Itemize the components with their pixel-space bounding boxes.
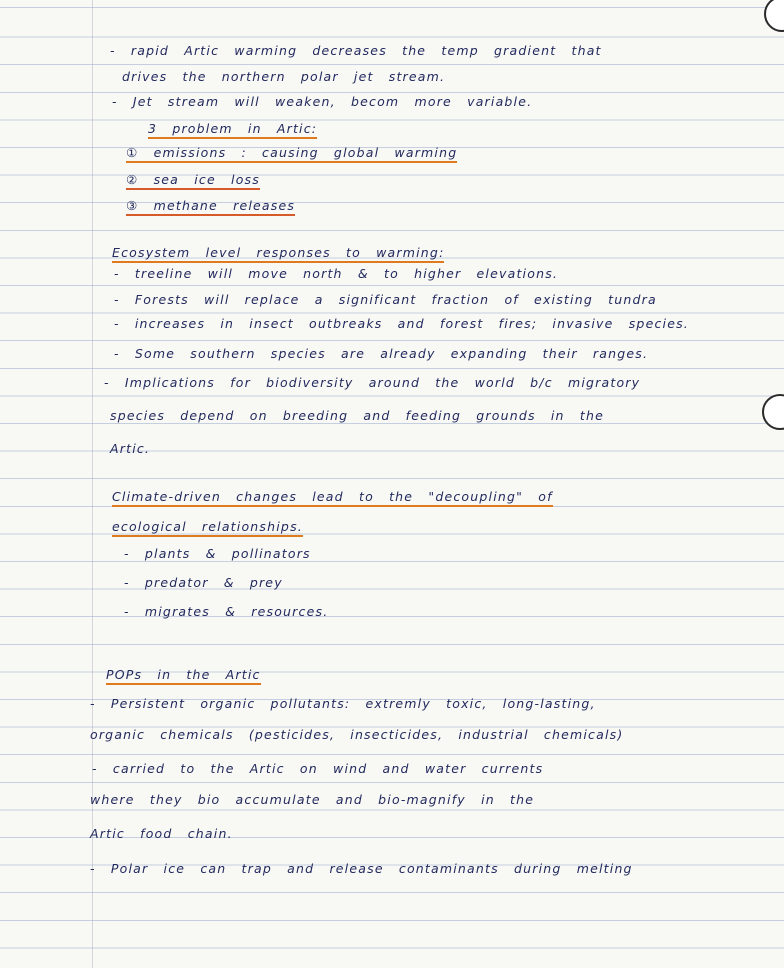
note-line: species depend on breeding and feeding grounds in the	[110, 408, 604, 423]
note-heading	[148, 118, 317, 140]
note-line: - rapid Artic warming decreases the temp gradient that	[110, 43, 602, 58]
note-line: - carried to the Artic on wind and water currents	[92, 761, 544, 776]
note-line: - increases in insect outbreaks and forest fires; invasive species.	[114, 316, 689, 331]
list-item-text: ① emissions : causing global warming	[126, 145, 457, 163]
note-line: - migrates & resources.	[124, 604, 329, 619]
note-line	[126, 169, 260, 191]
note-line: organic chemicals (pesticides, insecticides, industrial chemicals)	[90, 727, 624, 742]
section-heading	[106, 664, 261, 686]
list-item-text: ③ methane releases	[126, 198, 295, 216]
heading-text: 3 problem in Artic:	[148, 121, 317, 139]
heading-text: ecological relationships.	[112, 519, 303, 537]
note-line	[126, 195, 295, 217]
note-line: - Persistent organic pollutants: extremly toxic, long-lasting,	[90, 696, 596, 711]
note-line: - Some southern species are already expanding their ranges.	[114, 346, 649, 361]
note-line: - predator & prey	[124, 575, 283, 590]
note-line: - Polar ice can trap and release contaminants during melting	[90, 861, 633, 876]
note-line: - Jet stream will weaken, becom more variable.	[112, 94, 533, 109]
heading-text: Ecosystem level responses to warming:	[112, 245, 444, 263]
note-line: where they bio accumulate and bio-magnify in the	[90, 792, 535, 807]
heading-text: POPs in the Artic	[106, 667, 261, 685]
section-heading	[112, 242, 444, 264]
heading-text: Climate-driven changes lead to the "decoupling" of	[112, 489, 553, 507]
note-line	[112, 516, 303, 538]
binder-hole-middle	[762, 394, 784, 430]
note-line: - Forests will replace a significant fraction of existing tundra	[114, 292, 657, 307]
binder-hole-top	[764, 0, 784, 32]
section-heading	[112, 486, 553, 508]
note-line: Artic food chain.	[90, 826, 233, 841]
note-line: - plants & pollinators	[124, 546, 311, 561]
list-item-text: ② sea ice loss	[126, 172, 260, 190]
note-line	[126, 142, 457, 164]
note-line: Artic.	[110, 441, 151, 456]
note-line: - treeline will move north & to higher elevations.	[114, 266, 559, 281]
note-line: - Implications for biodiversity around the world b/c migratory	[104, 375, 641, 390]
note-line: drives the northern polar jet stream.	[122, 69, 446, 84]
